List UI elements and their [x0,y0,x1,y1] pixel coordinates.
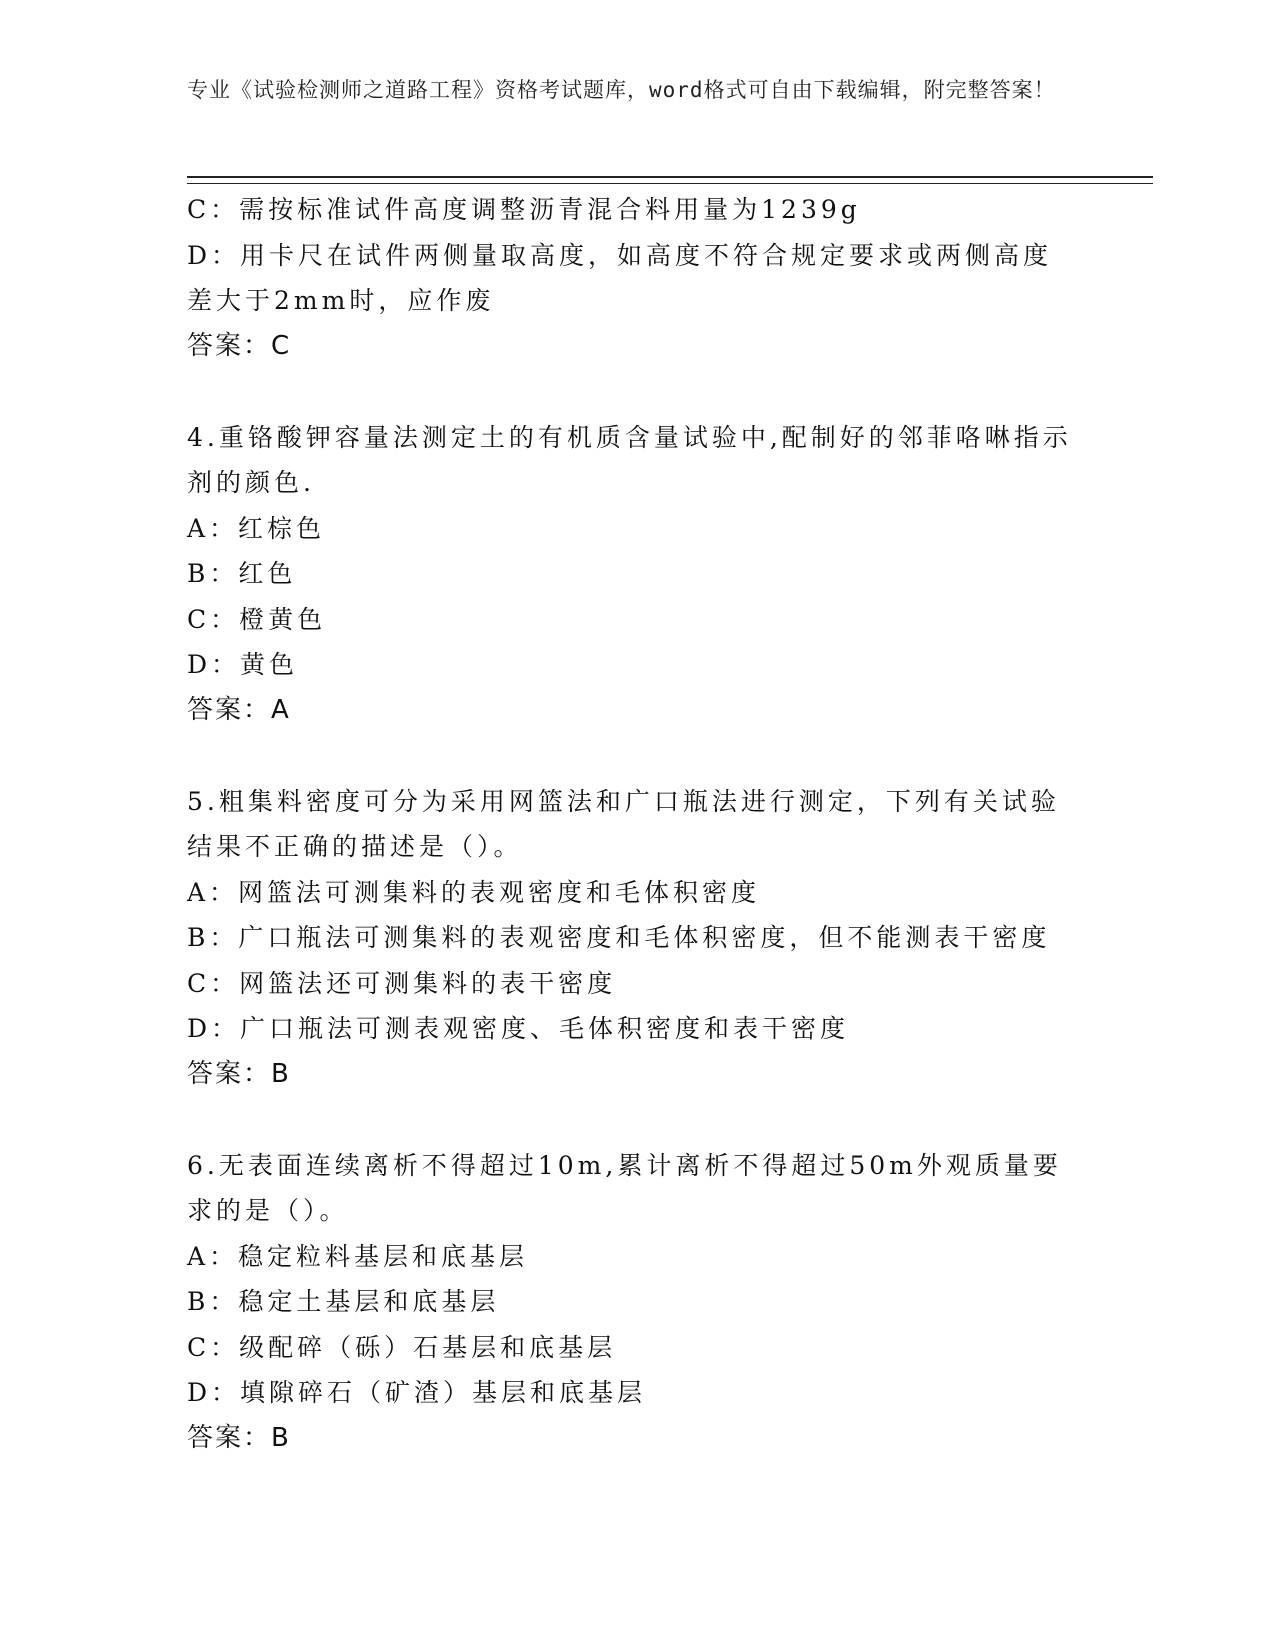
option-c: C：级配碎（砾）石基层和底基层 [187,1332,617,1362]
question-5 [187,779,1077,1098]
spacer [187,369,1077,415]
question-stem: 4.重铬酸钾容量法测定土的有机质含量试验中,配制好的邻菲咯啉指示剂的颜色. [187,422,1072,497]
answer: 答案：A [187,694,291,725]
option-b: B：广口瓶法可测集料的表观密度和毛体积密度，但不能测表干密度 [187,923,1051,952]
answer: 答案：B [187,1058,291,1089]
option-c: C：橙黄色 [187,604,327,634]
answer: 答案：B [187,1422,291,1453]
question-stem: 6.无表面连续离析不得超过10m,累计离析不得超过50m外观质量要求的是（）。 [187,1150,1062,1225]
option-b: B：红色 [187,559,297,588]
option-a: A：红棕色 [187,513,326,543]
option-a: A：稳定粒料基层和底基层 [187,1241,529,1271]
option-a: A：网篮法可测集料的表观密度和毛体积密度 [187,877,761,907]
option-d: D：黄色 [187,650,299,679]
option-c: C：需按标准试件高度调整沥青混合料用量为1239g [187,195,861,224]
option-d: D：填隙碎石（矿渣）基层和底基层 [187,1378,647,1407]
question-stem: 5.粗集料密度可分为采用网篮法和广口瓶法进行测定，下列有关试验结果不正确的描述是（）。 [187,786,1060,861]
spacer [187,1097,1077,1143]
page-header: 专业《试验检测师之道路工程》资格考试题库，word格式可自由下载编辑，附完整答案！ [187,78,1056,102]
document-body [187,187,1077,1461]
header-rule-thick [187,176,1153,178]
spacer [187,733,1077,779]
question-6 [187,1143,1077,1462]
option-d: D：用卡尺在试件两侧量取高度，如高度不符合规定要求或两侧高度差大于2mm时，应作废 [187,240,1053,315]
option-b: B：稳定土基层和底基层 [187,1287,500,1316]
answer: 答案：C [187,330,292,361]
header-rule-thin [187,183,1153,184]
option-d: D：广口瓶法可测表观密度、毛体积密度和表干密度 [187,1014,850,1043]
question-4 [187,415,1077,734]
option-c: C：网篮法还可测集料的表干密度 [187,968,617,998]
